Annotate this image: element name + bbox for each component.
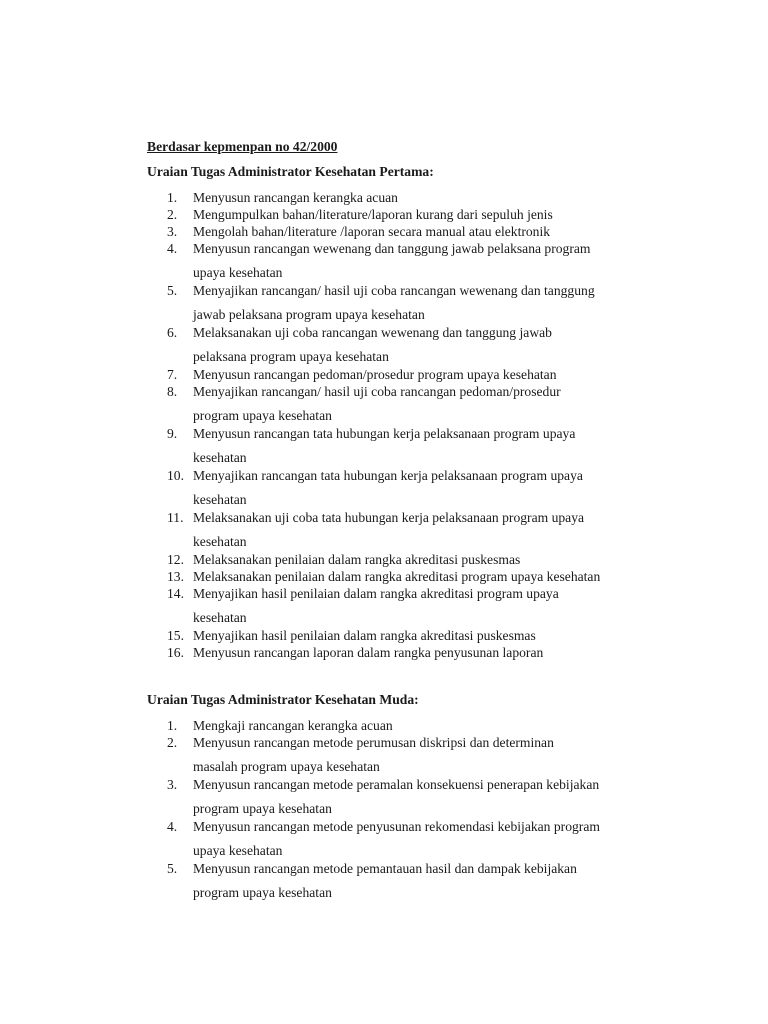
list-item-number: 13.: [167, 569, 184, 584]
list-item-text-continuation: upaya kesehatan: [193, 843, 283, 858]
list-item-number: 2.: [167, 207, 178, 222]
list-item-text: Mengkaji rancangan kerangka acuan: [193, 718, 393, 733]
list-item-text: Melaksanakan uji coba rancangan wewenang dan tanggung jawab: [193, 325, 552, 340]
list-item-number: 3.: [167, 224, 178, 239]
list-item-text: Menyusun rancangan wewenang dan tanggung jawab pelaksana program: [193, 241, 591, 256]
list-item-text-continuation: program upaya kesehatan: [193, 408, 332, 423]
list-item-text: Menyusun rancangan kerangka acuan: [193, 190, 398, 205]
list-item-number: 12.: [167, 552, 184, 567]
list-item-text: Mengolah bahan/literature /laporan secara manual atau elektronik: [193, 224, 551, 239]
list-item-number: 11.: [167, 510, 184, 525]
list-item-number: 14.: [167, 586, 184, 601]
list-item-text-continuation: kesehatan: [193, 450, 247, 465]
list-item-text: Melaksanakan uji coba tata hubungan kerja pelaksanaan program upaya: [193, 510, 585, 525]
list-item-text: Menyajikan hasil penilaian dalam rangka akreditasi program upaya: [193, 586, 559, 601]
list-item-text-continuation: kesehatan: [193, 610, 247, 625]
list-item-text-continuation: kesehatan: [193, 492, 247, 507]
list-item-number: 2.: [167, 735, 178, 750]
list-item-text: Menyusun rancangan tata hubungan kerja pelaksanaan program upaya: [193, 426, 576, 441]
list-item-text: Menyusun rancangan metode pemantauan hasil dan dampak kebijakan: [193, 861, 577, 876]
list-item-number: 6.: [167, 325, 178, 340]
list-item-text-continuation: program upaya kesehatan: [193, 885, 332, 900]
section-title: Uraian Tugas Administrator Kesehatan Muda:: [147, 692, 419, 707]
list-item-text-continuation: masalah program upaya kesehatan: [193, 759, 380, 774]
list-item-text: Menyusun rancangan metode penyusunan rekomendasi kebijakan program: [193, 819, 600, 834]
list-item-text: Mengumpulkan bahan/literature/laporan kurang dari sepuluh jenis: [193, 207, 553, 222]
list-item-number: 4.: [167, 819, 178, 834]
list-item-number: 3.: [167, 777, 178, 792]
list-item-number: 1.: [167, 190, 178, 205]
list-item-text: Melaksanakan penilaian dalam rangka akreditasi puskesmas: [193, 552, 521, 567]
list-item-text-continuation: pelaksana program upaya kesehatan: [193, 349, 389, 364]
list-item-text-continuation: upaya kesehatan: [193, 265, 283, 280]
list-item-number: 5.: [167, 283, 178, 298]
list-item-text: Menyusun rancangan metode peramalan konsekuensi penerapan kebijakan: [193, 777, 600, 792]
list-item-text: Menyusun rancangan pedoman/prosedur program upaya kesehatan: [193, 367, 557, 382]
list-item-text-continuation: jawab pelaksana program upaya kesehatan: [193, 307, 425, 322]
list-item-number: 16.: [167, 645, 184, 660]
list-item-number: 15.: [167, 628, 184, 643]
list-item-number: 1.: [167, 718, 178, 733]
list-item-text: Menyajikan rancangan tata hubungan kerja pelaksanaan program upaya: [193, 468, 583, 483]
list-item-number: 4.: [167, 241, 178, 256]
document-reference: Berdasar kepmenpan no 42/2000: [147, 139, 338, 154]
list-item-number: 5.: [167, 861, 178, 876]
list-item-number: 10.: [167, 468, 184, 483]
list-item-number: 7.: [167, 367, 178, 382]
list-item-text: Menyajikan rancangan/ hasil uji coba rancangan pedoman/prosedur: [193, 384, 561, 399]
list-item-text: Menyajikan hasil penilaian dalam rangka akreditasi puskesmas: [193, 628, 536, 643]
list-item-text: Menyusun rancangan metode perumusan diskripsi dan determinan: [193, 735, 554, 750]
list-item-text: Menyusun rancangan laporan dalam rangka penyusunan laporan: [193, 645, 544, 660]
list-item-text-continuation: kesehatan: [193, 534, 247, 549]
list-item-text: Menyajikan rancangan/ hasil uji coba rancangan wewenang dan tanggung: [193, 283, 595, 298]
list-item-number: 9.: [167, 426, 178, 441]
list-item-text: Melaksanakan penilaian dalam rangka akreditasi program upaya kesehatan: [193, 569, 601, 584]
list-item-text-continuation: program upaya kesehatan: [193, 801, 332, 816]
list-item-number: 8.: [167, 384, 178, 399]
section-title: Uraian Tugas Administrator Kesehatan Pertama:: [147, 164, 434, 179]
